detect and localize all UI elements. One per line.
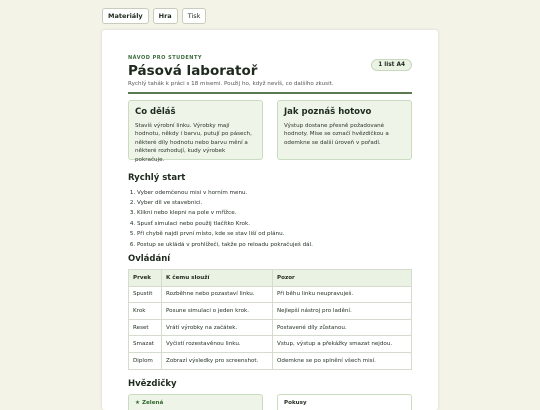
table-cell: Diplom — [129, 352, 162, 369]
quick-start-list — [128, 188, 412, 250]
card-text: Výstup dostane přesně požadované hodnoty. Mise se označí hvězdičkou a odemkne se další úroveň v pořadí. — [284, 122, 405, 148]
card-text: Stavíš výrobní linku. Výrobky mají hodnotu, někdy i barvu, putují po pásech, některé díly hodnotu nebo barvu mění a některé rozhodují, kudy výrobek pokračuje. — [135, 122, 256, 165]
table-cell: Při běhu linku neupravuješ. — [273, 286, 412, 303]
table-cell: Zobrazí výsledky pro screenshot. — [162, 352, 273, 369]
stars-heading: Hvězdičky — [128, 379, 412, 389]
list-item: 6. Postup se ukládá v prohlížeči, takže po reloadu pokračuješ dál. — [137, 240, 412, 250]
list-item: 2. Vyber díl ve stavebnici. — [137, 198, 412, 208]
sheet-content — [128, 55, 412, 410]
table-row — [129, 352, 412, 369]
title-divider — [128, 92, 412, 94]
list-item: 1. Vyber odemčenou misi v horním menu. — [137, 188, 412, 198]
table-row — [129, 303, 412, 320]
page-title: Pásová laboratoř — [128, 63, 412, 79]
list-item: 4. Spusť simulaci nebo použij tlačítko Krok. — [137, 219, 412, 229]
column-header: Pozor — [273, 269, 412, 286]
quick-start-heading: Rychlý start — [128, 173, 412, 183]
table-cell: Postavené díly zůstanou. — [273, 319, 412, 336]
print-button[interactable]: Tisk — [182, 8, 207, 24]
list-item: 3. Klikni nebo klepni na pole v mřížce. — [137, 208, 412, 218]
table-cell: Vyčistí rozestavěnou linku. — [162, 336, 273, 353]
table-row — [129, 336, 412, 353]
column-header: Prvek — [129, 269, 162, 286]
page-subtitle: Rychlý tahák k práci s 18 misemi. Použij ho, když nevíš, co dalšího zkusit. — [128, 81, 412, 87]
format-badge: 1 list A4 — [371, 59, 412, 71]
table-cell: Reset — [129, 319, 162, 336]
table-header-row — [129, 269, 412, 286]
table-cell: Odemkne se po splnění všech misí. — [273, 352, 412, 369]
game-button[interactable]: Hra — [153, 8, 178, 24]
intro-cards — [128, 100, 412, 160]
green-star-card: ★ Zelená — [128, 394, 263, 410]
table-cell: Vrátí výrobky na začátek. — [162, 319, 273, 336]
stars-cards — [128, 394, 412, 410]
table-row — [129, 286, 412, 303]
card-how-to-know-done — [277, 100, 412, 160]
controls-heading: Ovládání — [128, 254, 412, 264]
table-cell: Nejlepší nástroj pro ladění. — [273, 303, 412, 320]
table-cell: Posune simulaci o jeden krok. — [162, 303, 273, 320]
list-item: 5. Při chybě najdi první místo, kde se stav liší od plánu. — [137, 229, 412, 239]
table-cell: Rozběhne nebo pozastaví linku. — [162, 286, 273, 303]
guide-sheet — [102, 30, 438, 410]
materials-button[interactable]: Materiály — [102, 8, 149, 24]
table-cell: Krok — [129, 303, 162, 320]
controls-table — [128, 269, 412, 370]
card-title: Jak poznáš hotovo — [284, 107, 405, 117]
table-cell: Spustit — [129, 286, 162, 303]
table-row — [129, 319, 412, 336]
top-toolbar — [102, 8, 206, 24]
card-what-you-do — [128, 100, 263, 160]
eyebrow-label: NÁVOD PRO STUDENTY — [128, 55, 412, 61]
attempts-card: Pokusy — [277, 394, 412, 410]
table-cell: Vstup, výstup a překážky smazat nejdou. — [273, 336, 412, 353]
column-header: K čemu slouží — [162, 269, 273, 286]
table-cell: Smazat — [129, 336, 162, 353]
card-title: Co děláš — [135, 107, 256, 117]
